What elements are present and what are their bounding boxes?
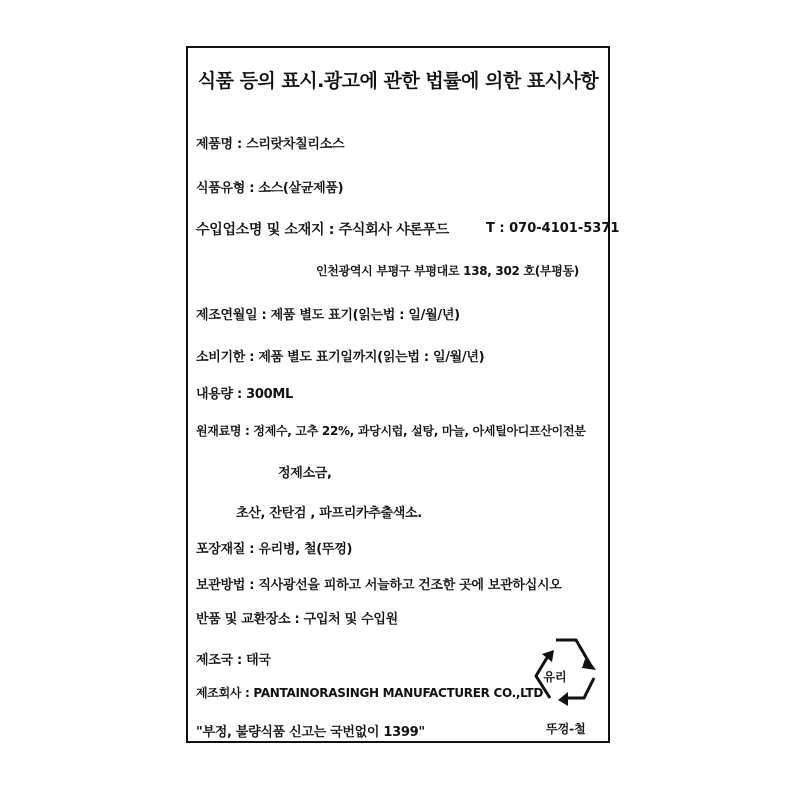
ingredients-key: 원재료명 : — [196, 424, 250, 438]
ingredients-value: 정제수, 고추 22%, 과당시럽, 설탕, 마늘, 아세틸아디프산이전분 — [249, 424, 586, 438]
storage-key: 보관방법 : — [196, 578, 255, 593]
food-label-box — [186, 46, 620, 743]
volume-key: 내용량 : — [196, 387, 242, 402]
recycle-material: 유리 — [543, 670, 567, 684]
row-ingredients — [196, 422, 586, 439]
row-manufacture-date — [196, 304, 460, 323]
report-notice: "부정, 불량식품 신고는 국번없이 1399" — [196, 725, 425, 740]
recycle-mark — [528, 630, 608, 740]
label-title: 식품 등의 표시.광고에 관한 법률에 의한 표시사항 — [197, 70, 599, 92]
storage-value: 직사광선을 피하고 서늘하고 건조한 곳에 보관하십시오 — [254, 578, 562, 593]
row-importer — [196, 219, 449, 239]
row-product-name — [196, 133, 344, 152]
ingredients-line-3: 초산, 잔탄검 , 파프리카추출색소. — [236, 506, 422, 521]
row-packaging — [196, 538, 352, 557]
origin-value: 태국 — [241, 653, 271, 668]
row-volume — [196, 383, 293, 402]
origin-key: 제조국 : — [196, 653, 242, 668]
expiry-value: 제품 별도 표기일까지(읽는법 : 일/월/년) — [254, 350, 485, 365]
importer-address: 인천광역시 부평구 부평대로 138, 302 호(부평동) — [316, 264, 579, 278]
row-expiry — [196, 346, 484, 365]
row-storage — [196, 574, 561, 593]
manufacturer-key: 제조회사 : — [196, 686, 250, 700]
return-place-value: 구입처 및 수입원 — [299, 612, 398, 627]
importer-value: 주식회사 샤론푸드 — [334, 222, 449, 238]
manufacture-date-key: 제조연월일 : — [196, 308, 267, 323]
ingredients-line-2: 정제소금, — [278, 466, 332, 481]
row-food-type — [196, 177, 343, 196]
packaging-key: 포장재질 : — [196, 542, 255, 557]
return-place-key: 반품 및 교환장소 : — [196, 612, 300, 627]
row-return-place — [196, 608, 398, 627]
volume-value: 300ML — [241, 387, 293, 402]
product-name-value: 스리랏차칠리소스 — [241, 137, 345, 152]
row-manufacturer — [196, 684, 543, 701]
recycle-sub: 뚜껑-철 — [546, 722, 586, 736]
expiry-key: 소비기한 : — [196, 350, 255, 365]
manufacturer-value: PANTAINORASINGH MANUFACTURER CO.,LTD — [249, 686, 544, 700]
manufacture-date-value: 제품 별도 표기(읽는법 : 일/월/년) — [266, 308, 460, 323]
food-type-key: 식품유형 : — [196, 181, 255, 196]
importer-key: 수입업소명 및 소재지 : — [196, 222, 335, 238]
row-origin — [196, 649, 271, 668]
food-type-value: 소스(살균제품) — [254, 181, 344, 196]
product-name-key: 제품명 : — [196, 137, 242, 152]
importer-phone: T : 070-4101-5371 — [486, 221, 620, 236]
packaging-value: 유리병, 철(뚜껑) — [254, 542, 353, 557]
